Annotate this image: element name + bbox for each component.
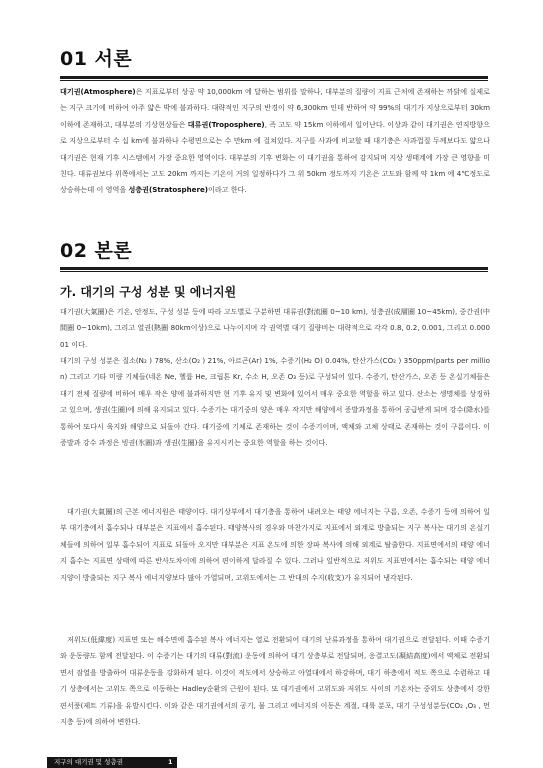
page-footer [47, 757, 177, 768]
subsection-heading: 가. 대기의 구성 성분 및 에너지원 [60, 285, 237, 299]
section-heading-body: 02 본론 [60, 240, 133, 262]
term-atmosphere: 대기권(Atmosphere) [60, 87, 136, 96]
footer-title: 지구의 대기권 및 성층권 [54, 758, 123, 766]
body-paragraph-2: 대기의 구성 성분은 질소(N₂ ) 78%, 산소(O₂ ) 21%, 아르곤(Ar) 1%, 수증기(H₂ O) 0.04%, 탄산가스(CO₂ ) 350ppm(parts per million) 그리고 기타 미량 기체들(네온 Ne, 헬륨 He, 크립톤 Kr, 수소 H, 오존 O₃ 등)로 구성되어 있다. 수증기, 탄산가스, 오존 등 온실기체들은 대기 전체 질량에 비하여 매우 작은 양에 불과하지만 현 기후 유지 및 변화에 있어서 매우 중요한 역할을 하고 있다. 산소는 생명체를 상징하고 있으며, 생권(生圈)에 의해 유지되고 있다. 수증기는 대기중의 양은 매우 작지만 해양에서 증발과정을 통하여 공급받게 되며 강수(降水)를 통하여 또다시 육지와 해양으로 되돌아 간다. 대기중에 기체로 존재하는 것이 수증기이며, 액체와 고체 상태로 존재하는 것이 구름이다. 이 증발과 강수 과정은 빙권(氷圈)과 생권(生圈)을 유지시키는 중요한 역할을 하는 것이다. [60, 356, 490, 448]
body-paragraph-3: 대기권(大氣圈)의 근본 에너지원은 태양이다. 대기상부에서 대기층을 통하여 내려오는 태양 에너지는 구름, 오존, 수증기 등에 의하여 일부 대기층에서 흡수되나 대부분은 지표에서 흡수된다. 태양복사의 경우와 마찬가지로 지표에서 외계로 방출되는 지구 복사는 대기의 온실기체들에 의하여 일부 흡수되어 지표로 되돌아 오지만 대부분은 지표 온도에 의한 장파 복사에 의해 외계로 탈출한다. 지표면에서의 태양 에너지 흡수는 지표면 상태에 따른 반사도차이에 의하여 편이하게 달라질 수 있다. 그러나 일반적으로 저위도 지표면에서는 흡수되는 태양 에너지양이 방출되는 지구 복사 에너지양보다 많아 가열되며, 고위도에서는 그 반대의 수지(收支)가 유지되어 냉각된다. [60, 507, 490, 582]
heading-rule-thin [60, 80, 488, 81]
heading-rule-thick [60, 267, 488, 270]
body-paragraph-4: 저위도(低緯度) 지표면 또는 해수면에 흡수된 복사 에너지는 열로 전환되어 대기의 난류과정을 통하여 대기권으로 전달된다. 이때 수증기와 운동량도 함께 전달된다. 이 수증기는 대기의 대류(對流) 운동에 의하여 대기 상층부로 전달되며, 응결고도(凝結高度)에서 액체로 전환되면서 잠열을 방출하여 대류운동을 강화하게 된다. 이것이 적도에서 상승하고 아열대에서 하강하며, 대기 하층에서 적도 쪽으로 수렴하고 대기 상층에서는 고위도 쪽으로 이동하는 Hadley순환의 근원이 된다. 또 대기권에서 고위도와 저위도 사이의 기온차는 중위도 상층에서 강한 편서풍(제트 기류)을 유발시킨다. 이와 같은 대기권에서의 공기, 물 그리고 에너지의 이동은 계절, 대륙 분포, 대기 구성성분등(CO₂ ,O₃ , 먼지층 등)에 의하여 변한다. [60, 635, 490, 727]
page-number: 1 [168, 758, 173, 766]
body-paragraph-1: 대기권(大氣圈)은 기온, 안정도, 구성 성분 등에 따라 고도별로 구분하면 대류권(對流圈 0~10 km), 성층권(成層圈 10~45km), 중간권(中間圈 0~10km), 그리고 열권(熱圈 80km이상)으로 나누이지며 각 권역별 대기 질량비는 대략적으로 각각 0.8, 0.2, 0.001, 그리고 0.00001 이다. [60, 307, 490, 349]
heading-rule-thick [60, 76, 488, 79]
heading-rule-thin [60, 271, 488, 272]
term-troposphere: 대류권(Troposphere) [187, 119, 265, 129]
section-heading-introduction: 01 서론 [60, 48, 133, 70]
introduction-paragraph: 대기권(Atmosphere)은 지표로부터 상공 약 10,000km 에 달하는 범위를 말하나, 대부분의 질량이 지표 근처에 존재하는 까닭에 실제로는 지구 크기에 비하여 아주 얇은 박에 불과하다. 대략적인 지구의 반경이 약 6,300km 인데 반하여 약 99%의 대기가 지상으로부터 30km 이하에 존재하고, 대부분의 기상현상들은 대류권(Troposphere), 즉 고도 약 15km 이하에서 일어난다. 이상과 같이 대기권은 연직방향으로 지상으로부터 수 십 km에 불과하나 수평면으로는 수 만km 에 걸쳐있다. 지구를 사과에 비교할 때 대기층은 사과껍질 두께보다도 얇으나 대기권은 현재 기후 시스템에서 가장 중요한 영역이다. 대부분의 기후 변화는 이 대기권을 통하여 감지되며 지상 생태계에 가장 큰 영향을 미친다. 대류권보다 위쪽에서는 고도 20km 까지는 기온이 거의 일정하다가 그 위 50km 정도까지 기온은 고도와 함께 약 1km 에 4℃정도로 상승하는데 이 영역을 성층권(Stratosphere)이라고 한다. [60, 87, 490, 195]
term-stratosphere: 성층권(Stratosphere) [128, 185, 208, 195]
